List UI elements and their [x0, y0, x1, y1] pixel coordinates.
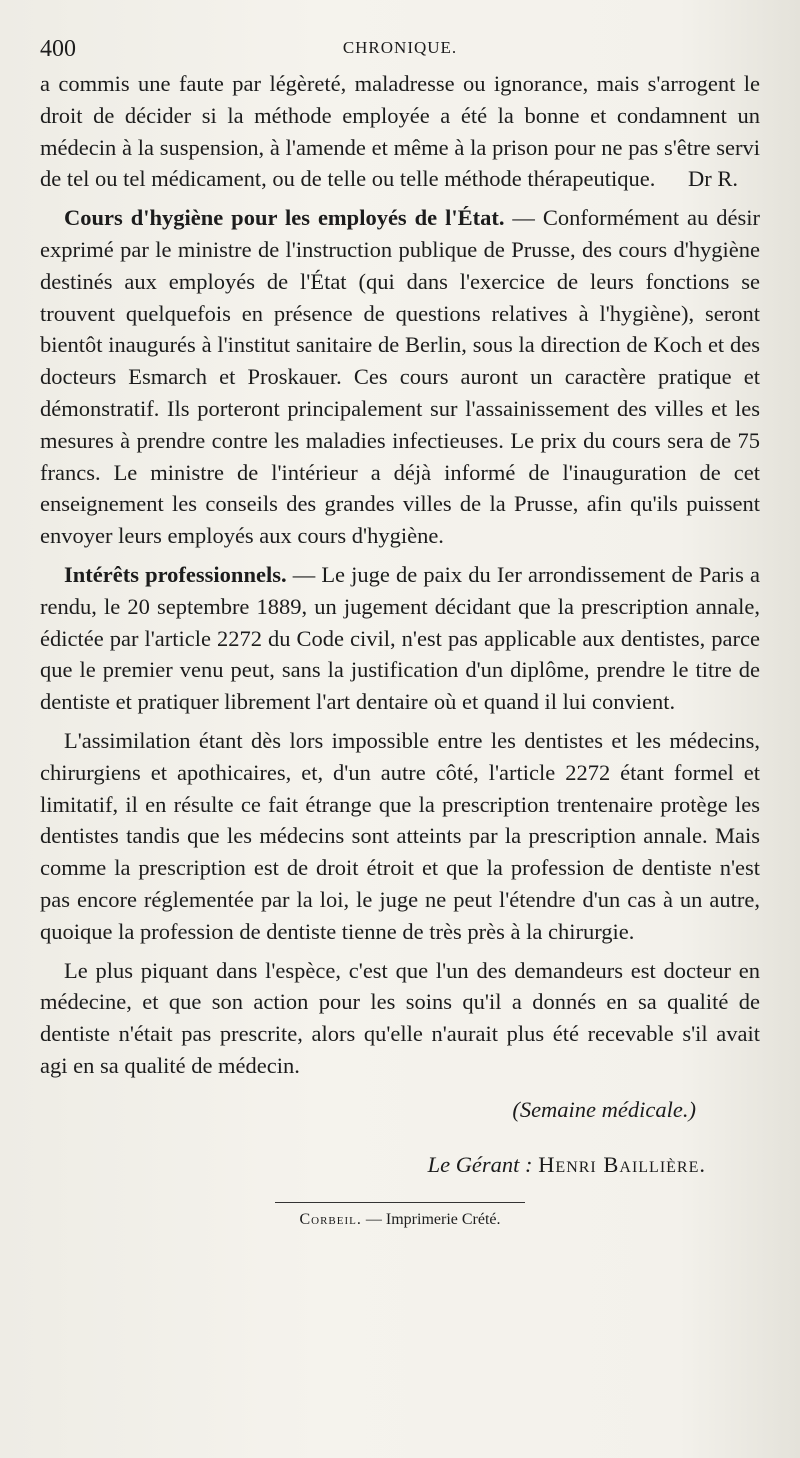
paragraph-conclusion [40, 955, 760, 1082]
paragraph-text: — Conformément au désir exprimé par le ministre de l'instruction publique de Prusse, des cours d'hygiène destinés aux employés de l'État (qui dans l'exercice de leurs fonctions se trouvent quelquefois en présence de questions relatives à l'hygiène), seront bientôt inaugurés à l'institut sanitaire de Berlin, sous la direction de Koch et des docteurs Esmarch et Proskauer. Ces cours auront un caractère pratique et démonstratif. Ils porteront principalement sur l'assainissement des villes et les mesures à prendre contre les maladies infectieuses. Le prix du cours sera de 75 francs. Le ministre de l'intérieur a déjà informé de l'inauguration de cet enseignement les conseils des grandes villes de la Prusse, afin qu'ils puissent envoyer leurs employés aux cours d'hygiène. [40, 205, 760, 549]
paragraph-text: a commis une faute par légèreté, maladresse ou ignorance, mais s'arrogent le droit de décider si la méthode employée a été la bonne et condamnent un médecin à la suspension, à l'amende et même à la prison pour ne pas s'être servi de tel ou tel médicament, ou de telle ou telle méthode thérapeutique. [40, 71, 760, 192]
printer-name: — Imprimerie Crété. [361, 1210, 501, 1228]
section-heading: Intérêts professionnels. [64, 561, 287, 587]
footer-rule [275, 1202, 525, 1203]
printer-city: Corbeil. [299, 1210, 362, 1228]
gerant-label: Le Gérant : [427, 1151, 533, 1177]
paragraph-assimilation [40, 725, 760, 948]
article-body [40, 68, 760, 1126]
page-number: 400 [40, 36, 76, 62]
paragraph-professional-interests [40, 559, 760, 718]
author-signature: Dr R. [688, 166, 738, 192]
page-header [40, 28, 760, 68]
source-citation: (Semaine médicale.) [512, 1096, 696, 1122]
gerant-signature [40, 1152, 760, 1178]
printer-imprint [40, 1211, 760, 1229]
paragraph-hygiene-courses [40, 202, 760, 552]
paragraph-text: Le plus piquant dans l'espèce, c'est que l'un des demandeurs est docteur en médecine, et que son action pour les soins qu'il a donnés en sa qualité de dentiste n'était pas prescrite, alors qu'elle n'aurait plus été recevable s'il avait agi en sa qualité de médecin. [40, 957, 760, 1078]
paragraph-text: L'assimilation étant dès lors impossible entre les dentistes et les médecins, chirurgiens et apothicaires, et, d'un autre côté, l'article 2272 étant formel et limitatif, il en résulte ce fait étrange que la prescription trentenaire protège les dentistes tandis que les médecins sont atteints par la prescription annale. Mais comme la prescription est de droit étroit et que la profession de dentiste n'est pas encore réglementée par la loi, le juge ne peut l'étendre d'un cas à un autre, quoique la profession de dentiste tienne de très près à la chirurgie. [40, 727, 760, 944]
gerant-name: Henri Baillière. [538, 1151, 706, 1177]
paragraph-continuation [40, 68, 760, 195]
section-heading: Cours d'hygiène pour les employés de l'État. [64, 205, 505, 231]
running-head: CHRONIQUE. [342, 38, 458, 57]
paragraph-text: — Le juge de paix du Ier arrondissement de Paris a rendu, le 20 septembre 1889, un jugement décidant que la prescription annale, édictée par l'article 2272 du Code civil, n'est pas applicable aux dentistes, parce que le premier venu peut, sans la justification d'un diplôme, prendre le titre de dentiste et pratiquer librement l'art dentaire où et quand il lui convient. [40, 561, 760, 715]
